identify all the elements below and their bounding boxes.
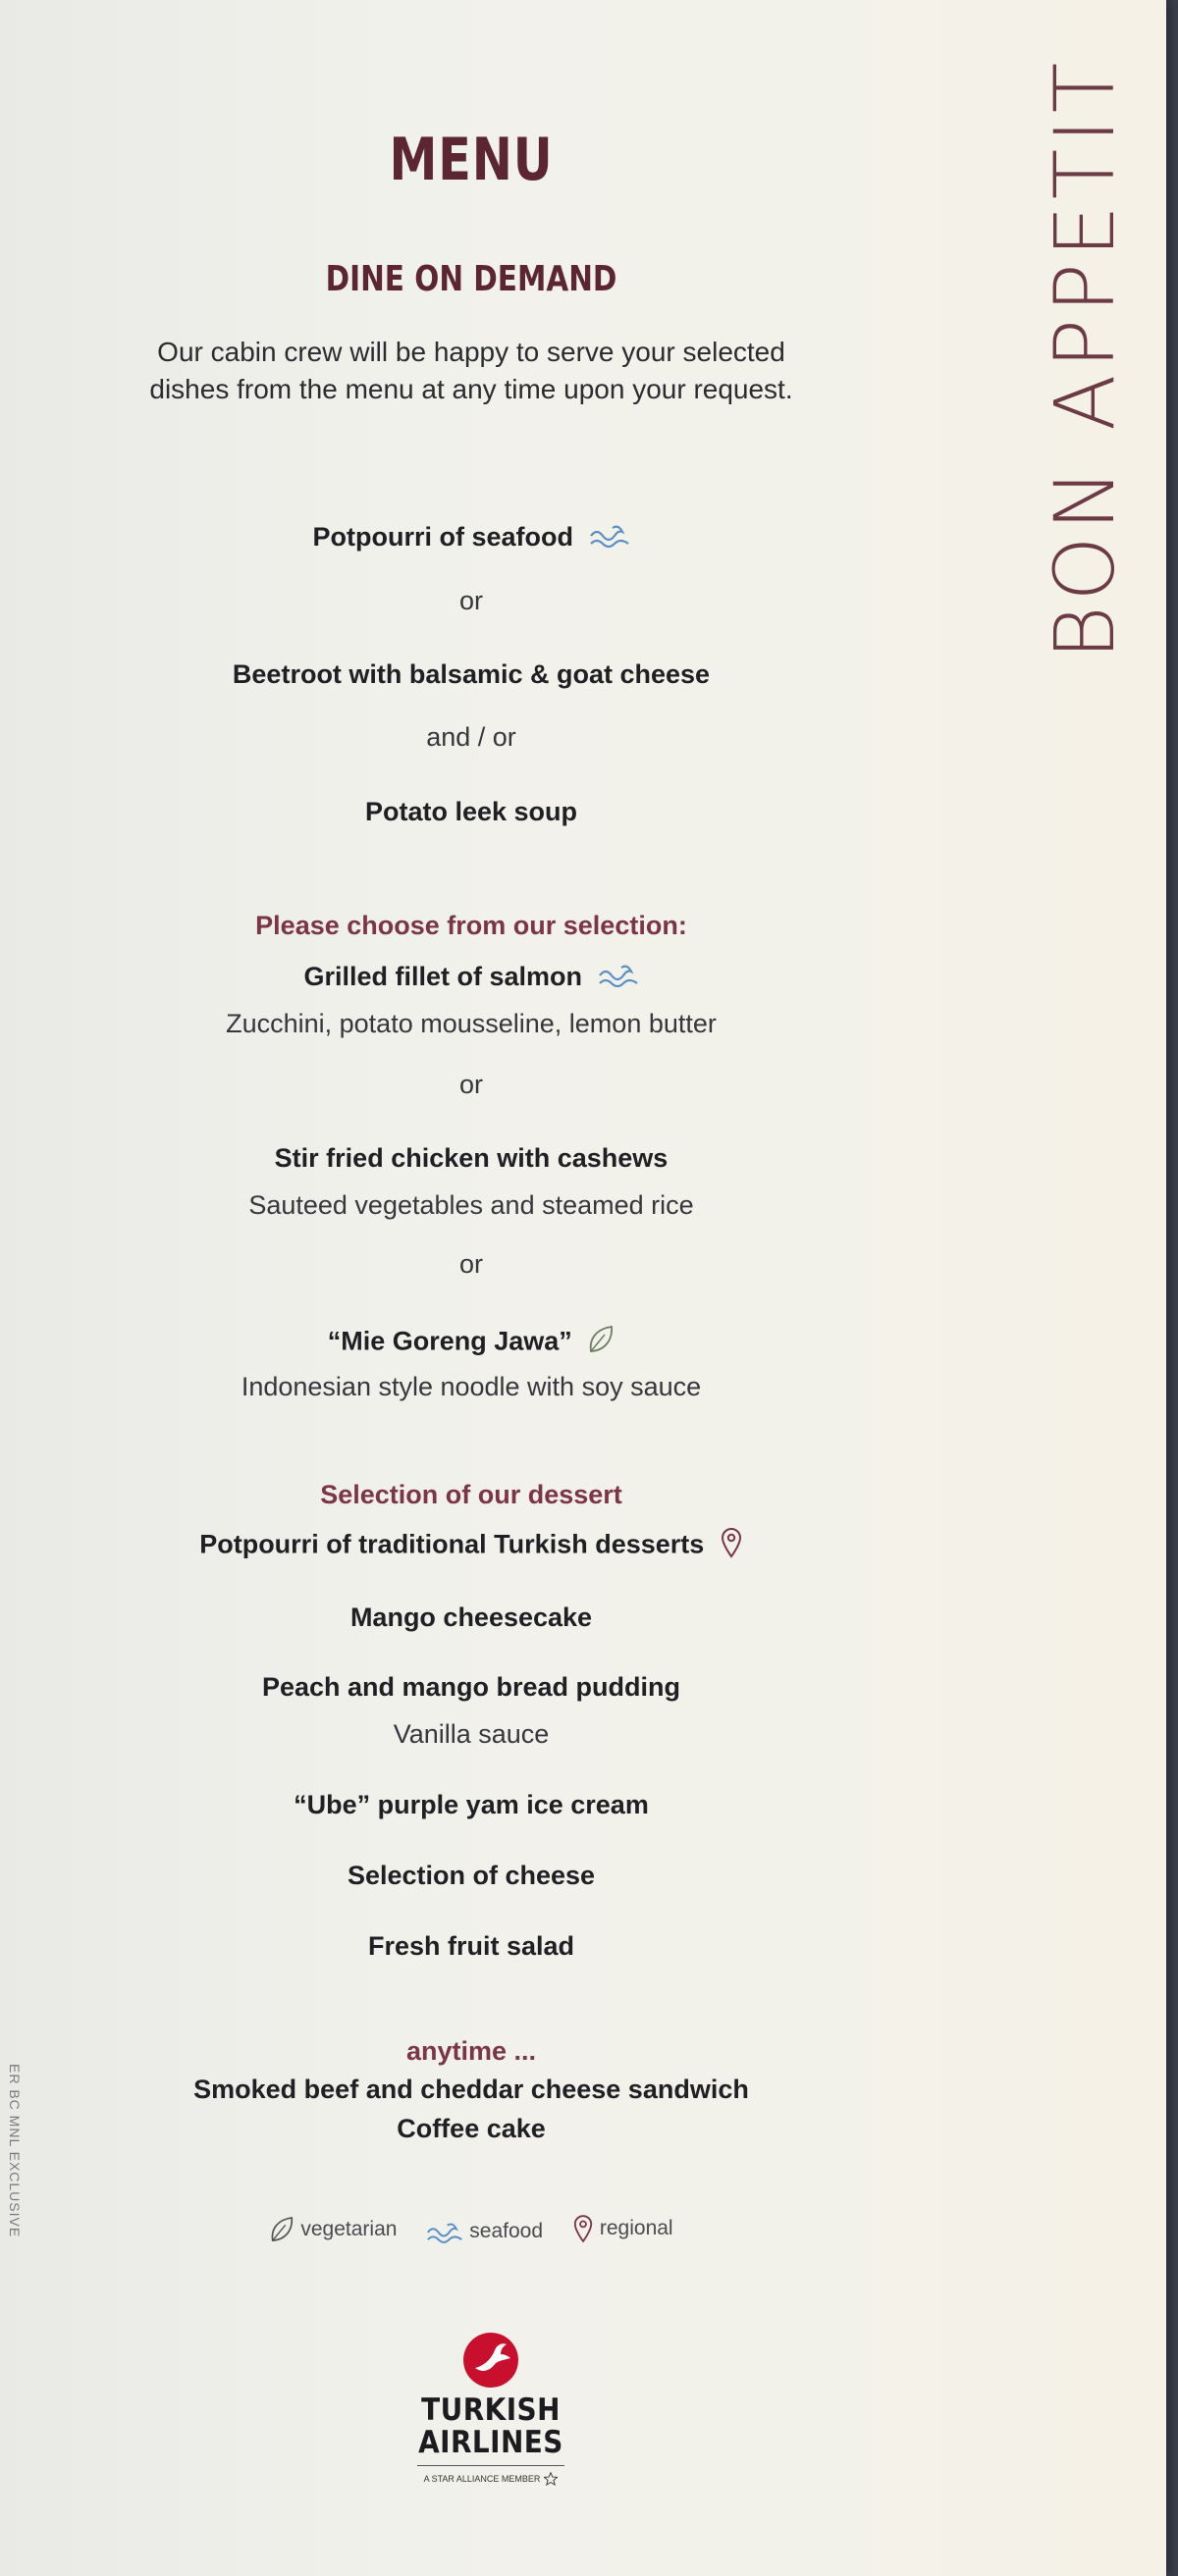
dessert-bread-pudding-desc: Vanilla sauce xyxy=(393,1719,550,1749)
main-mie-goreng-desc: Indonesian style noodle with soy sauce xyxy=(241,1372,702,1401)
starter-beetroot: Beetroot with balsamic & goat cheese xyxy=(232,659,711,689)
main-salmon-desc: Zucchini, potato mousseline, lemon butter xyxy=(226,1009,717,1038)
mains-heading: Please choose from our selection: xyxy=(255,911,687,940)
star-alliance-tagline xyxy=(417,2465,564,2486)
dessert-fruit-salad: Fresh fruit salad xyxy=(367,1931,575,1961)
dessert-turkish xyxy=(0,1527,942,1565)
dine-on-demand-heading: DINE ON DEMAND xyxy=(325,259,617,299)
dessert-cheesecake: Mango cheesecake xyxy=(349,1603,593,1632)
bon-appetit-text: BON APPETIT xyxy=(1037,56,1134,660)
bon-appetit-banner xyxy=(1016,39,1153,677)
wave-icon xyxy=(589,522,630,554)
legend-regional-label: regional xyxy=(599,2217,673,2239)
starter-seafood xyxy=(0,522,942,554)
spine-text: ER BC MNL EXCLUSIVE xyxy=(7,2064,23,2238)
and-or-separator: and / or xyxy=(426,722,516,752)
turkish-airlines-logo xyxy=(393,2331,589,2486)
or-separator: or xyxy=(458,1070,483,1099)
dessert-cheese: Selection of cheese xyxy=(347,1861,596,1890)
main-salmon xyxy=(0,962,942,994)
dessert-ube-ice-cream: “Ube” purple yam ice cream xyxy=(294,1790,649,1819)
intro-line-2: dishes from the menu at any time upon your request. xyxy=(149,374,793,404)
star-alliance-icon xyxy=(544,2472,558,2486)
legend-seafood xyxy=(426,2220,543,2243)
or-separator: or xyxy=(458,1249,483,1279)
desserts-heading: Selection of our dessert xyxy=(320,1480,622,1509)
main-mie-goreng xyxy=(0,1325,942,1361)
legend-vegetarian-label: vegetarian xyxy=(300,2218,398,2240)
dish-name: Potpourri of traditional Turkish desserts xyxy=(199,1529,705,1559)
anytime-coffee-cake: Coffee cake xyxy=(397,2114,546,2143)
starter-soup: Potato leek soup xyxy=(364,797,578,826)
main-chicken: Stir fried chicken with cashews xyxy=(274,1143,669,1173)
legend-seafood-label: seafood xyxy=(469,2220,544,2242)
turkish-airlines-bird-icon xyxy=(461,2331,520,2390)
legend-vegetarian xyxy=(269,2216,397,2243)
menu-title: MENU xyxy=(389,126,554,194)
dish-name: Grilled fillet of salmon xyxy=(303,962,583,991)
main-chicken-desc: Sauteed vegetables and steamed rice xyxy=(248,1190,694,1220)
anytime-heading: anytime ... xyxy=(405,2036,537,2066)
brand-line-1: TURKISH xyxy=(421,2392,561,2428)
intro-text xyxy=(0,334,942,408)
or-separator: or xyxy=(458,586,483,615)
leaf-icon xyxy=(269,2216,294,2243)
dish-name: “Mie Goreng Jawa” xyxy=(327,1326,572,1356)
legend-regional xyxy=(572,2214,673,2243)
intro-line-1: Our cabin crew will be happy to serve your selected xyxy=(157,337,785,367)
dessert-bread-pudding: Peach and mango bread pudding xyxy=(261,1672,681,1702)
brand-line-2: AIRLINES xyxy=(418,2425,563,2460)
leaf-icon xyxy=(587,1325,615,1361)
location-pin-icon xyxy=(720,1527,743,1565)
icon-legend xyxy=(0,2214,942,2249)
wave-icon xyxy=(426,2220,463,2243)
anytime-sandwich: Smoked beef and cheddar cheese sandwich xyxy=(193,2075,749,2104)
tagline-text: A STAR ALLIANCE MEMBER xyxy=(423,2474,541,2484)
wave-icon xyxy=(598,962,639,994)
location-pin-icon xyxy=(572,2214,594,2243)
dish-name: Potpourri of seafood xyxy=(312,522,573,552)
